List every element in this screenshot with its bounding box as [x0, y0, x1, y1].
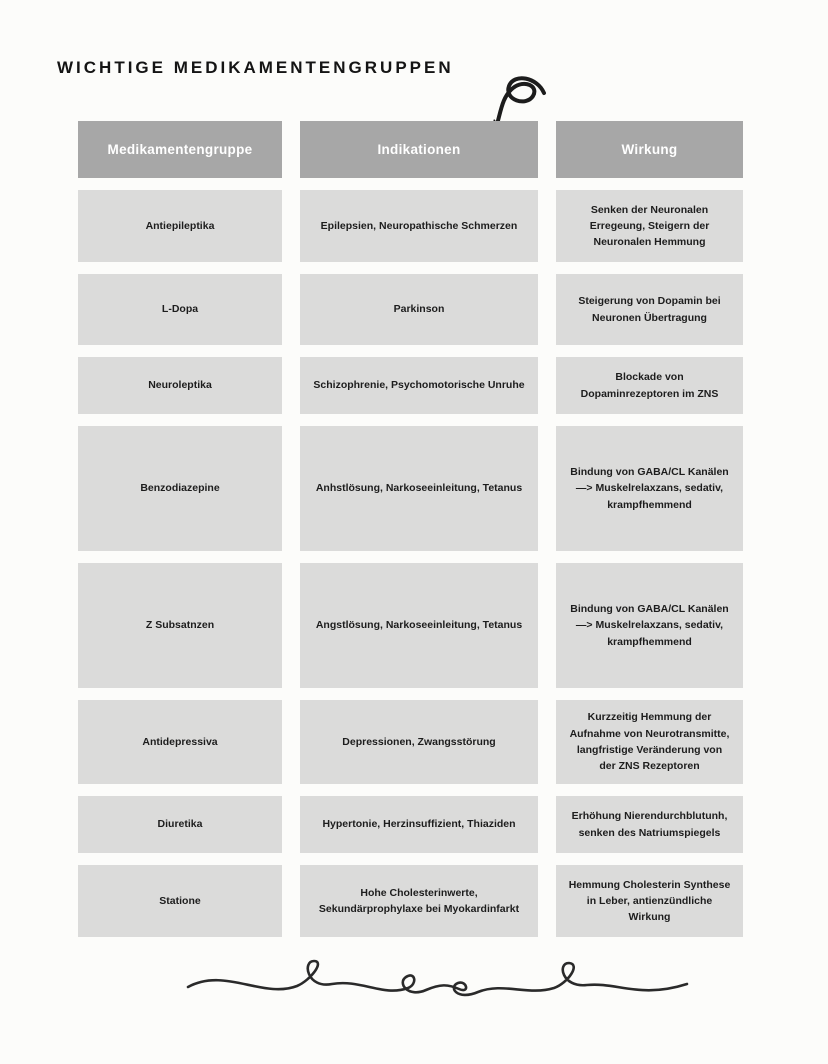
table-row: [78, 274, 743, 345]
medication-table: [78, 121, 743, 937]
cell-effect: Erhöhung Nierendurchblutunh, senken des Natriumspiegels: [556, 796, 743, 853]
table-row: [78, 563, 743, 688]
cell-indication: Hypertonie, Herzinsuffizient, Thiaziden: [300, 796, 538, 853]
cell-indication: Angstlösung, Narkoseeinleitung, Tetanus: [300, 563, 538, 688]
cell-effect: Hemmung Cholesterin Synthese in Leber, antienzündliche Wirkung: [556, 865, 743, 937]
cell-group: Neuroleptika: [78, 357, 282, 414]
cell-group: Z Subsatnzen: [78, 563, 282, 688]
header-cell-medikamentengruppe: Medikamentengruppe: [78, 121, 282, 178]
table-row: [78, 426, 743, 551]
table-row: [78, 190, 743, 262]
cell-group: Diuretika: [78, 796, 282, 853]
cell-group: Benzodiazepine: [78, 426, 282, 551]
header-row: [78, 121, 743, 178]
table-row: [78, 700, 743, 784]
cell-group: L-Dopa: [78, 274, 282, 345]
cell-indication: Parkinson: [300, 274, 538, 345]
cell-group: Statione: [78, 865, 282, 937]
header-cell-wirkung: Wirkung: [556, 121, 743, 178]
table-row: [78, 796, 743, 853]
table-row: [78, 357, 743, 414]
cell-indication: Schizophrenie, Psychomotorische Unruhe: [300, 357, 538, 414]
cell-indication: Depressionen, Zwangsstörung: [300, 700, 538, 784]
cell-indication: Anhstlösung, Narkoseeinleitung, Tetanus: [300, 426, 538, 551]
cell-effect: Steigerung von Dopamin bei Neuronen Übertragung: [556, 274, 743, 345]
cell-effect: Kurzzeitig Hemmung der Aufnahme von Neurotransmitte, langfristige Veränderung von der ZNS Rezeptoren: [556, 700, 743, 784]
cell-effect: Blockade von Dopaminrezeptoren im ZNS: [556, 357, 743, 414]
squiggle-divider-icon: [185, 955, 690, 1003]
page-title: WICHTIGE MEDIKAMENTENGRUPPEN: [57, 58, 454, 77]
header-cell-indikationen: Indikationen: [300, 121, 538, 178]
cell-indication: Hohe Cholesterinwerte, Sekundärprophylaxe bei Myokardinfarkt: [300, 865, 538, 937]
cell-effect: Bindung von GABA/CL Kanälen —> Muskelrelaxzans, sedativ, krampfhemmend: [556, 563, 743, 688]
cell-group: Antiepileptika: [78, 190, 282, 262]
cell-group: Antidepressiva: [78, 700, 282, 784]
cell-indication: Epilepsien, Neuropathische Schmerzen: [300, 190, 538, 262]
cell-effect: Senken der Neuronalen Erregeung, Steigern der Neuronalen Hemmung: [556, 190, 743, 262]
cell-effect: Bindung von GABA/CL Kanälen —> Muskelrelaxzans, sedativ, krampfhemmend: [556, 426, 743, 551]
table-row: [78, 865, 743, 937]
